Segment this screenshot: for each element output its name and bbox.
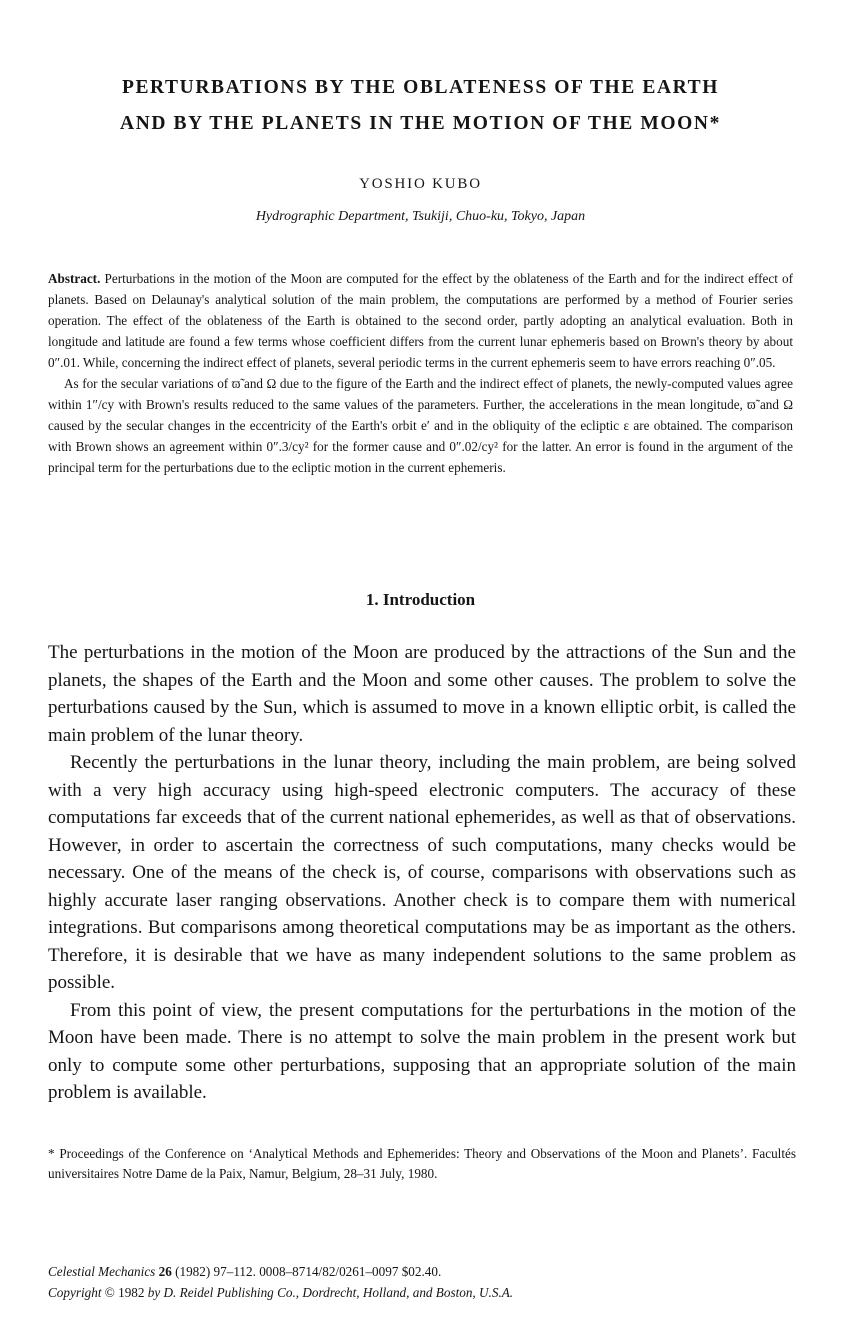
- introduction-body: [48, 639, 796, 1107]
- copyright-year: 1982: [118, 1285, 145, 1300]
- abstract-paragraph-1-text: Perturbations in the motion of the Moon are computed for the effect by the oblateness of the Earth and for the indirect effect of planets. Based on Delaunay's analytical solution of the main problem, the computations are performed by a method of Fourier series operation. The effect of the oblateness of the Earth is obtained to the second order, partly adopting an analytical evaluation. Both in longitude and latitude are found a few terms whose coefficient differs from the current lunar ephemeris based on Brown's theory by about 0″.01. While, concerning the indirect effect of planets, several periodic terms in the current ephemeris seem to have errors reaching 0″.05.: [48, 271, 794, 370]
- author-affiliation: Hydrographic Department, Tsukiji, Chuo-ku, Tokyo, Japan: [255, 209, 586, 224]
- intro-paragraph-2: Recently the perturbations in the lunar theory, including the main problem, are being solved with a very high accuracy using high-speed electronic computers. The accuracy of these computations far exceeds that of the current national ephemerides, as well as that of observations. However, in order to ascertain the correctness of such computations, many checks would be necessary. One of the means of the check is, of course, comparisons with observations such as highly accurate laser ranging observations. Another check is to compare them with numerical integrations. But comparisons among theoretical computations may be as important as the others. Therefore, it is desirable that we have as many independent solutions to the same problem as possible.: [48, 752, 796, 993]
- abstract-label: Abstract.: [48, 271, 101, 286]
- copyright-line: [48, 1282, 793, 1303]
- journal-volume: 26: [158, 1264, 172, 1279]
- copyright-prefix: Copyright: [48, 1285, 102, 1300]
- journal-info: [48, 1261, 793, 1303]
- intro-paragraph-3: From this point of view, the present computations for the perturbations in the motion of the Moon have been made. There is no attempt to solve the main problem in the present work but only to compute some other perturbations, supposing that an appropriate solution of the main problem is available.: [48, 999, 796, 1103]
- footnote: * Proceedings of the Conference on ‘Analytical Methods and Ephemerides: Theory and Observations of the Moon and Planets’. Facultés universitaires Notre Dame de la Paix, Namur, Belgium, 28–31 July, 1980.: [48, 1146, 796, 1181]
- paper-title: [48, 70, 793, 142]
- abstract: [48, 268, 793, 478]
- abstract-paragraph-1: [48, 268, 793, 373]
- intro-paragraph-1: The perturbations in the motion of the Moon are produced by the attractions of the Sun and the planets, the shapes of the Earth and the Moon and some other causes. The problem to solve the perturbations caused by the Sun, which is assumed to move in a known elliptic orbit, is called the main problem of the lunar theory.: [48, 642, 796, 746]
- copyright-symbol: ©: [104, 1285, 115, 1300]
- title-line-2: AND BY THE PLANETS IN THE MOTION OF THE MOON*: [120, 113, 721, 134]
- section-heading-introduction: 1. Introduction: [365, 590, 476, 609]
- author-name: YOSHIO KUBO: [359, 176, 482, 192]
- journal-details: (1982) 97–112. 0008–8714/82/0261–0097 $02.40.: [175, 1264, 442, 1279]
- copyright-rest: by D. Reidel Publishing Co., Dordrecht, Holland, and Boston, U.S.A.: [147, 1285, 514, 1300]
- title-line-1: PERTURBATIONS BY THE OBLATENESS OF THE EARTH: [121, 77, 720, 98]
- journal-citation: [48, 1261, 793, 1282]
- journal-name: Celestial Mechanics: [48, 1264, 156, 1279]
- abstract-paragraph-2: As for the secular variations of ϖ̃ and Ω due to the figure of the Earth and the indirect effect of planets, the newly-computed values agree within 1″/cy with Brown's results reduced to the same values of the parameters. Further, the accelerations in the mean longitude, ϖ̃ and Ω caused by the secular changes in the eccentricity of the Earth's orbit e′ and in the obliquity of the ecliptic ε are obtained. The comparison with Brown shows an agreement within 0″.3/cy² for the former cause and 0″.02/cy² for the latter. An error is found in the argument of the principal term for the perturbations due to the ecliptic motion in the current ephemeris.: [48, 376, 793, 475]
